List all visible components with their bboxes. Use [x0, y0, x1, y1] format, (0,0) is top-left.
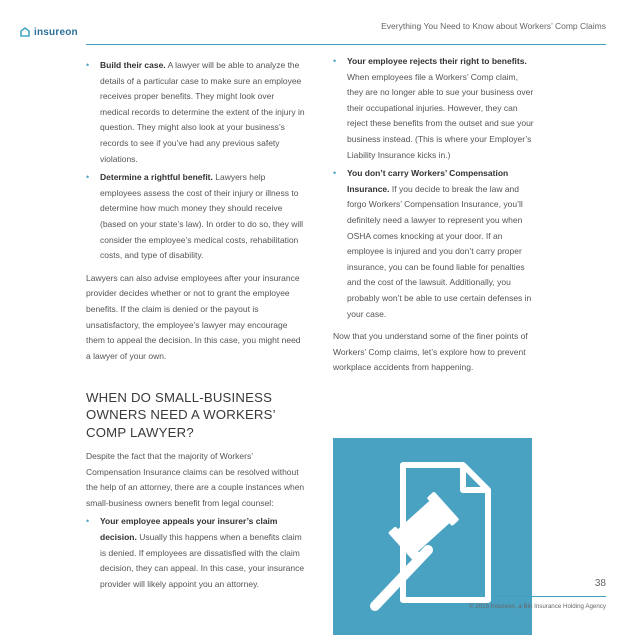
insureon-logo-icon	[19, 26, 31, 38]
page-number: 38	[594, 578, 606, 589]
left-column-lower	[86, 449, 305, 592]
bullet-text: Usually this happens when a benefits claim is denied. If employees are dissatisfied with the claim decision, they can appeal. In this case, your insurance provider will likely appoint you an attorney.	[100, 531, 305, 589]
header-title: Everything You Need to Know about Workers’ Comp Claims	[381, 21, 606, 31]
bullet-title: Your employee appeals your insurer’s claim decision.	[100, 516, 278, 542]
left-column	[86, 58, 305, 364]
insureon-logo	[19, 26, 78, 38]
list-item	[333, 54, 535, 163]
bullet-text: Lawyers help employees assess the cost of their injury or illness to determine how much money they should receive (based on your state’s law). In order to do so, they will consider the employee’s medical costs, rehabilitation costs, and type of disability.	[100, 172, 303, 261]
list-item	[333, 166, 535, 322]
section-heading: WHEN DO SMALL-BUSINESS OWNERS NEED A WORKERS’ COMP LAWYER?	[86, 390, 276, 440]
left-bullet-list	[86, 58, 305, 264]
bullet-title: Build their case.	[100, 60, 166, 70]
right-bullet-list	[333, 54, 535, 322]
bullet-text: If you decide to break the law and forgo Workers’ Compensation Insurance, you’ll definitely need a lawyer to represent you when OSHA comes knocking at your door. If an employee is injured and you don’t carry proper insurance, you can be found liable for penalties and the cost of the lawsuit. Additionally, you probably won’t be able to use certain defenses in your case.	[347, 183, 532, 319]
footer-copyright: © 2015 Insureon, a Bin Insurance Holding Agency	[469, 603, 606, 610]
footer-divider	[493, 596, 606, 597]
right-column	[333, 54, 535, 376]
logo-text: insureon	[34, 26, 78, 38]
left-bullet-list-2	[86, 514, 305, 592]
list-item	[86, 58, 305, 167]
body-paragraph: Lawyers can also advise employees after your insurance provider decides whether or not to grant the employee benefits. If the claim is denied or the payout is unsatisfactory, the employee’s lawyer may encourage them to appeal the decision. In this case, you might need a lawyer of your own.	[86, 272, 301, 361]
bullet-title: Determine a rightful benefit.	[100, 172, 213, 183]
bullet-title: You don’t carry Workers’ Compensation Insurance.	[347, 168, 509, 194]
body-paragraph: Now that you understand some of the finer points of Workers’ Comp claims, let’s explore how to prevent workplace accidents from happening.	[333, 331, 528, 373]
intro-paragraph: Despite the fact that the majority of Workers’ Compensation Insurance claims can be resolved without the help of an attorney, there are a couple instances when small-business owners benefit from legal counsel:	[86, 451, 305, 508]
bullet-text: When employees file a Workers’ Comp claim, they are no longer able to sue your business over their occupational injuries. However, they can reject these benefits from the outset and sue your business instead. (This is where your Employer’s Liability Insurance kicks in.)	[347, 71, 534, 160]
list-item	[86, 514, 305, 592]
list-item	[86, 170, 305, 264]
bullet-text: A lawyer will be able to analyze the details of a particular case to make sure an employee receives proper benefits. They might look over medical records to determine the extent of the injury in question. They might also look at your business’s records to see if you’ve had any previous safety violations.	[100, 60, 305, 164]
header-divider	[86, 44, 606, 45]
bullet-title: Your employee rejects their right to benefits.	[347, 56, 527, 66]
